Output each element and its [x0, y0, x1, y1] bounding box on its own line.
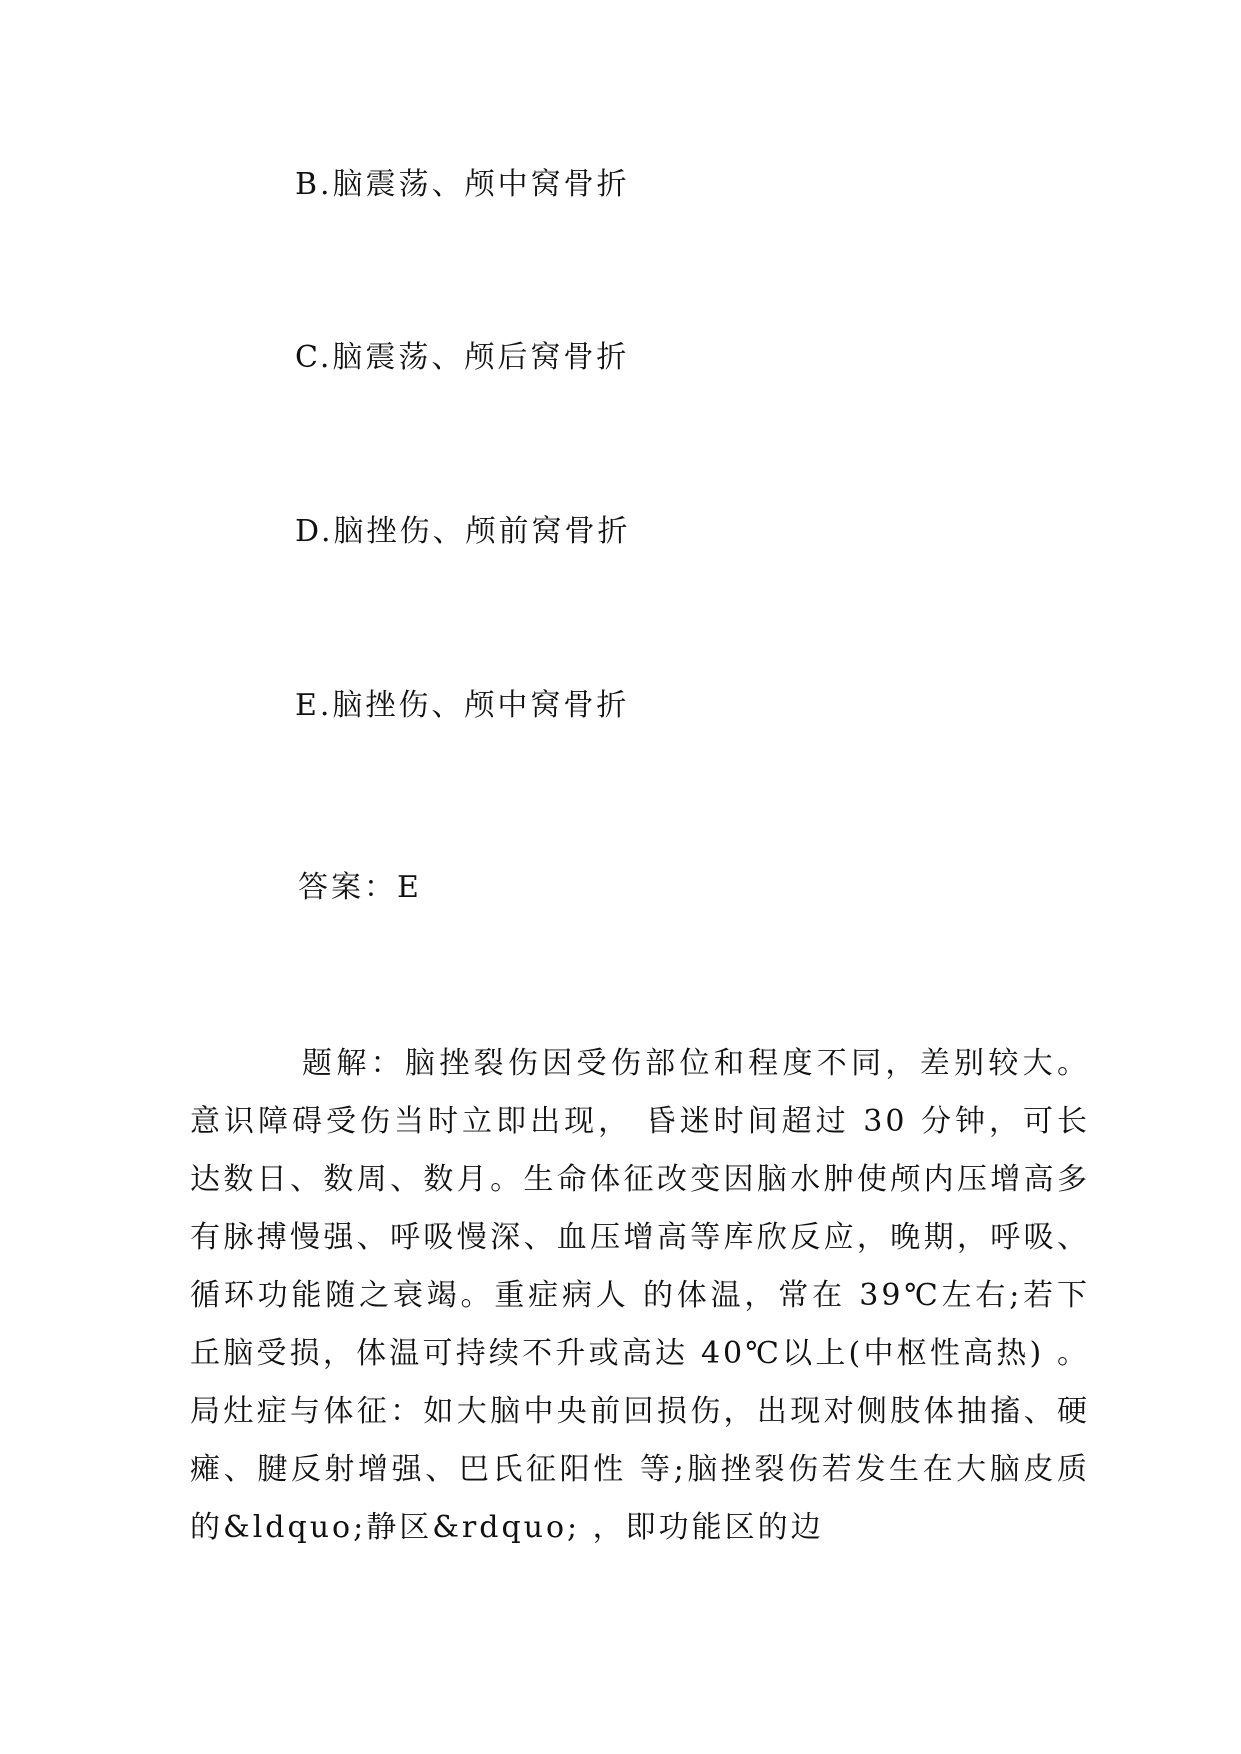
explanation-paragraph: 题解：脑挫裂伤因受伤部位和程度不同，差别较大。意识障碍受伤当时立即出现， 昏迷时间超过 30 分钟，可长达数日、数周、数月。生命体征改变因脑水肿使颅内压增高多 有脉搏慢强、呼吸慢深、血压增高等库欣反应，晚期，呼吸、循环功能随之衰竭。重症病人 的体温，常在 39℃左右;若下丘脑受损，体温可持续不升或高达 40℃以上(中枢性高热) 。 局灶症与体征：如大脑中央前回损伤，出现对侧肢体抽搐、硬瘫、腱反射增强、巴氏征阳性 等;脑挫裂伤若发生在大脑皮质的&ldquo;静区&rdquo; ，即功能区的边	[190, 1046, 1090, 1545]
option-e: E.脑挫伤、颅中窝骨折	[295, 688, 630, 723]
option-d: D.脑挫伤、颅前窝骨折	[295, 514, 631, 549]
option-b: B.脑震荡、颅中窝骨折	[295, 167, 630, 202]
option-c: C.脑震荡、颅后窝骨折	[295, 340, 630, 375]
answer-line: 答案：E	[298, 870, 422, 905]
